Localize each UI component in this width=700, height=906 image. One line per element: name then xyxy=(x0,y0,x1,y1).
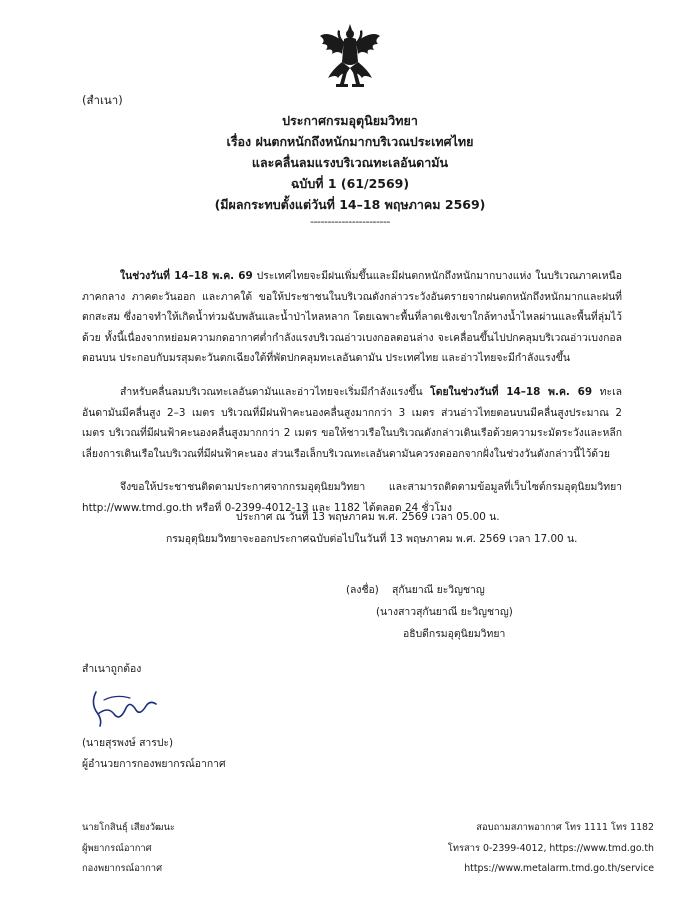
issue-number: ฉบับที่ 1 (61/2569) xyxy=(290,176,410,191)
header-separator: ----------------------- xyxy=(310,215,390,228)
footer-left-line: นายโกสินธุ์ เสียงวัฒนะ xyxy=(82,822,175,833)
certifier-title: ผู้อำนวยการกองพยากรณ์อากาศ xyxy=(82,758,226,770)
signer-full-name: (นางสาวสุกันยาณี ยะวิญชาญ) xyxy=(376,606,513,618)
certified-copy-label: สำเนาถูกต้อง xyxy=(82,663,142,675)
copy-mark: (สำเนา) xyxy=(82,93,123,107)
subject-line-2: และคลื่นลมแรงบริเวณทะเลอันดามัน xyxy=(251,155,449,170)
paragraph-waves-intro: สำหรับคลื่นลมบริเวณทะเลอันดามันและอ่าวไทยจะเริ่มมีกำลังแรงขึ้น xyxy=(120,385,431,398)
issued-at: ประกาศ ณ วันที่ 13 พฤษภาคม พ.ศ. 2569 เวลา 05.00 น. xyxy=(236,511,500,523)
signed-label: (ลงชื่อ) xyxy=(346,584,379,596)
footer-left-line: ผู้พยากรณ์อากาศ xyxy=(82,842,152,854)
paragraph-waves xyxy=(82,382,622,464)
paragraph-rain-period: ในช่วงวันที่ 14–18 พ.ค. 69 xyxy=(120,270,253,282)
footer-right-line: สอบถามสภาพอากาศ โทร 1111 โทร 1182 xyxy=(476,822,654,833)
garuda-emblem xyxy=(318,22,382,92)
footer-contact xyxy=(448,818,654,880)
subject-line-1: เรื่อง ฝนตกหนักถึงหนักมากบริเวณประเทศไทย xyxy=(226,134,474,149)
paragraph-waves-text: ทะเลอันดามันมีคลื่นสูง 2–3 เมตร บริเวณที่มีฝนฟ้าคะนองคลื่นสูงมากกว่า 3 เมตร ส่วนอ่าวไทยตอนบนมีคลื่นสูงประมาณ 2 เมตร บริเวณที่มีฝนฟ้าคะนองคลื่นสูงมากกว่า 2 เมตร ขอให้ชาวเรือในบริเวณดังกล่าวเดินเรือด้วยความระมัดระวังและหลีกเลี่ยงการเดินเรือในบริเวณที่มีฝนฟ้าคะนอง ส่วนเรือเล็กบริเวณทะเลอันดามันควรงดออกจากฝั่งในช่วงวันดังกล่าวนี้ไว้ด้วย xyxy=(82,385,622,460)
footer-forecaster xyxy=(82,818,175,880)
org-title: ประกาศกรมอุตุนิยมวิทยา xyxy=(282,113,418,128)
footer-right-line: https://www.metalarm.tmd.go.th/service xyxy=(464,863,654,874)
paragraph-waves-period: โดยในช่วงวันที่ 14–18 พ.ค. 69 xyxy=(430,385,593,398)
next-issue: กรมอุตุนิยมวิทยาจะออกประกาศฉบับต่อไปในวันที่ 13 พฤษภาคม พ.ศ. 2569 เวลา 17.00 น. xyxy=(166,533,578,545)
paragraph-contact: จึงขอให้ประชาชนติดตามประกาศจากกรมอุตุนิยมวิทยา และสามารถติดตามข้อมูลที่เว็บไซต์กรมอุตุนิยมวิทยา http://www.tmd.go.th หรือที่ 0-2399-4012-13 และ 1182 ได้ตลอด 24 ชั่วโมง xyxy=(82,481,622,514)
announcement-header xyxy=(0,110,700,229)
footer-left-line: กองพยากรณ์อากาศ xyxy=(82,863,163,874)
certifier-name: (นายสุรพงษ์ สารปะ) xyxy=(82,737,174,749)
signer-position: อธิบดีกรมอุตุนิยมวิทยา xyxy=(403,628,506,640)
effective-dates: (มีผลกระทบตั้งแต่วันที่ 14–18 พฤษภาคม 2569) xyxy=(214,197,486,212)
announcement-body xyxy=(82,266,622,532)
handwritten-signature xyxy=(86,684,160,728)
signed-name: สุกันยาณี ยะวิญชาญ xyxy=(392,584,485,596)
paragraph-rain xyxy=(82,266,622,369)
paragraph-rain-text: ประเทศไทยจะมีฝนเพิ่มขึ้นและมีฝนตกหนักถึงหนักมากบางแห่ง ในบริเวณภาคเหนือ ภาคกลาง ภาคตะวันออก และภาคใต้ ขอให้ประชาชนในบริเวณดังกล่าวระวังอันตรายจากฝนตกหนักถึงหนักมากและฝนที่ตกสะสม ซึ่งอาจทำให้เกิดน้ำท่วมฉับพลันและน้ำป่าไหลหลาก โดยเฉพาะพื้นที่ลาดเชิงเขาใกล้ทางน้ำไหลผ่านและพื้นที่ลุ่มไว้ด้วย ทั้งนี้เนื่องจากหย่อมความกดอากาศต่ำกำลังแรงบริเวณอ่าวเบงกอลตอนล่าง จะเคลื่อนขึ้นไปปกคลุมบริเวณอ่าวเบงกอลตอนบน ประกอบกับมรสุมตะวันตกเฉียงใต้ที่พัดปกคลุมทะเลอันดามัน ประเทศไทย และอ่าวไทยจะมีกำลังแรงขึ้น xyxy=(82,270,623,365)
footer-right-line: โทรสาร 0-2399-4012, https://www.tmd.go.th xyxy=(447,842,654,854)
